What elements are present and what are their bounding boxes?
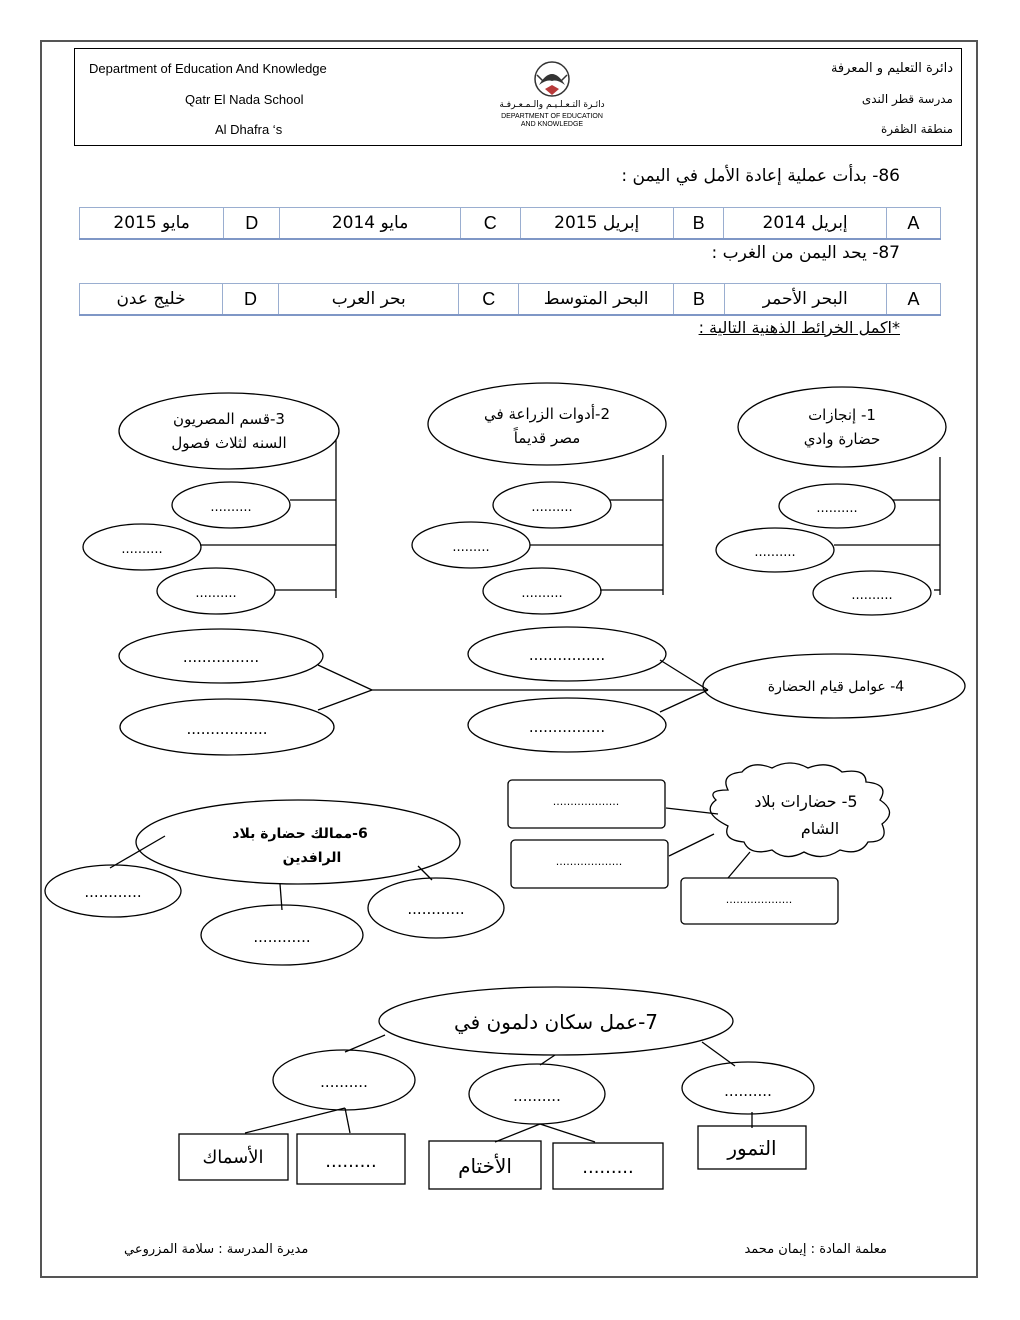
q87-option-a-text[interactable]: البحر الأحمر xyxy=(724,284,886,316)
map5-title-line2: الشام xyxy=(800,819,840,838)
map3-blank-1: .......... xyxy=(210,500,252,515)
map4-blank-1: ................ xyxy=(528,646,606,664)
map4-blank-3: ................ xyxy=(182,648,260,666)
q87-option-c-letter[interactable]: C xyxy=(459,284,519,316)
q87-option-a-letter[interactable]: A xyxy=(886,284,940,316)
map7-level1-blank-2: .......... xyxy=(513,1087,561,1105)
map4-center-text: 4- عوامل قيام الحضارة xyxy=(767,679,905,695)
q86-option-d-letter[interactable]: D xyxy=(224,208,280,240)
map7-level1-blank-1: .......... xyxy=(724,1082,772,1100)
map7-box-text-fish: الأسماك xyxy=(202,1147,264,1168)
map6-blank-3: ............ xyxy=(407,900,465,918)
map7-level1-blank-3: .......... xyxy=(320,1073,368,1091)
q87-option-c-text[interactable]: بحر العرب xyxy=(279,284,459,316)
question-87: 87- يحد اليمن من الغرب : xyxy=(711,243,900,263)
map1-title-line2: حضارة وادي xyxy=(803,430,881,448)
map6-blank-1: ............ xyxy=(84,883,142,901)
map4-blank-2: ................ xyxy=(528,718,606,736)
map6-blank-2: ............ xyxy=(253,928,311,946)
q86-option-c-text[interactable]: مايو 2014 xyxy=(280,208,461,240)
map1-blank-1: .......... xyxy=(816,501,858,516)
map5-blank-1: ................... xyxy=(552,795,620,808)
map3-title-line1: 3-قسم المصريون xyxy=(173,410,285,428)
map2-blank-2: ......... xyxy=(452,540,490,555)
q86-option-b-letter[interactable]: B xyxy=(673,208,723,240)
map7-box-text-dates: التمور xyxy=(727,1136,777,1160)
footer-teacher: معلمة المادة : إيمان محمد xyxy=(744,1242,887,1257)
map3-center-ellipse xyxy=(119,393,339,469)
logo-arabic-text: دائـرة التـعـلـيـم والـمـعـرفـة xyxy=(499,100,605,110)
q86-option-b-text[interactable]: إبريل 2015 xyxy=(520,208,673,240)
map7-box-text-seals: الأختام xyxy=(458,1154,512,1178)
map7-box-text-blank-2: ......... xyxy=(325,1151,377,1172)
header-en-department: Department of Education And Knowledge xyxy=(89,61,327,76)
mindmaps-heading: *اكمل الخرائط الذهنية التالية : xyxy=(698,318,900,337)
map3-title-line2: السنه لثلاث فصول xyxy=(171,434,287,452)
q87-option-b-text[interactable]: البحر المتوسط xyxy=(519,284,674,316)
map3-blank-3: .......... xyxy=(195,586,237,601)
q86-option-a-text[interactable]: إبريل 2014 xyxy=(724,208,886,240)
map1-title-line1: 1- إنجازات xyxy=(808,406,876,424)
map6-title-line1: 6-ممالك حضارة بلاد xyxy=(232,826,368,842)
header-ar-school: مدرسة قطر الندى xyxy=(861,92,953,106)
map2-blank-3: .......... xyxy=(521,586,563,601)
map1-blank-3: .......... xyxy=(851,588,893,603)
q86-option-d-text[interactable]: مايو 2015 xyxy=(80,208,224,240)
map5-blank-2: ................... xyxy=(555,855,623,868)
header-ar-region: منطقة الظفرة xyxy=(880,122,953,136)
q87-option-b-letter[interactable]: B xyxy=(674,284,724,316)
map7-center-text: 7-عمل سكان دلمون في xyxy=(453,1010,659,1034)
map2-blank-1: .......... xyxy=(531,500,573,515)
logo-english-line1: DEPARTMENT OF EDUCATION xyxy=(501,113,603,120)
map2-title-line1: 2-أدوات الزراعة في xyxy=(484,405,610,423)
header-en-region: Al Dhafra ‘s xyxy=(215,122,283,137)
header-ar-department: دائرة التعليم و المعرفة xyxy=(830,61,953,76)
map6-title-line2: الرافدين xyxy=(282,850,342,866)
map3-blank-2: .......... xyxy=(121,542,163,557)
map6-center-ellipse xyxy=(136,800,460,884)
logo-english-line2: AND KNOWLEDGE xyxy=(520,121,584,128)
map2-title-line2: مصر قديماً xyxy=(513,429,581,447)
q86-option-a-letter[interactable]: A xyxy=(886,208,940,240)
footer-principal: مديرة المدرسة : سلامة المزروعي xyxy=(124,1242,309,1257)
map4-blank-4: ................. xyxy=(186,720,268,738)
q87-option-d-text[interactable]: خليج عدن xyxy=(80,284,223,316)
map1-center-ellipse xyxy=(738,387,946,467)
map5-title-line1: 5- حضارات بلاد xyxy=(754,792,858,811)
map7-box-text-blank-1: ......... xyxy=(582,1157,634,1178)
map2-center-ellipse xyxy=(428,383,666,465)
question-86: 86- بدأت عملية إعادة الأمل في اليمن : xyxy=(621,166,900,186)
q87-option-d-letter[interactable]: D xyxy=(223,284,279,316)
header-en-school: Qatr El Nada School xyxy=(185,92,304,107)
map5-blank-3: ................... xyxy=(725,893,793,906)
q86-option-c-letter[interactable]: C xyxy=(460,208,520,240)
map1-blank-2: .......... xyxy=(754,545,796,560)
